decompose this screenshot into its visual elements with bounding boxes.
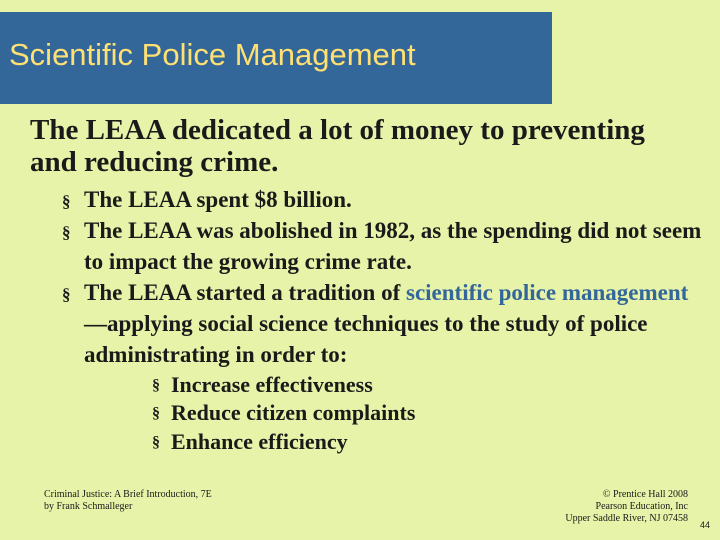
bullet-text-pre: The LEAA started a tradition of [84,280,406,305]
bullet-text: The LEAA spent $8 billion. [84,187,352,212]
square-bullet-icon: § [152,377,160,394]
footer-copyright: © Prentice Hall 2008 [602,489,688,500]
sub-bullet-item [152,371,671,399]
square-bullet-icon: § [62,285,71,304]
lead-statement: The LEAA dedicated a lot of money to preventing and reducing crime. [30,114,645,178]
bullet-item [60,215,710,277]
bullet-item [60,277,710,370]
square-bullet-icon: § [62,223,71,242]
footer-publisher: Pearson Education, Inc [595,501,688,512]
footer-left [44,489,212,513]
slide-title: Scientific Police Management [9,37,416,72]
page-number: 44 [699,520,710,530]
bullet-text: The LEAA was abolished in 1982, as the spending did not seem to impact the growing crime rate. [84,218,702,274]
sub-bullet-item [152,428,671,456]
footer-address: Upper Saddle River, NJ 07458 [565,513,688,524]
footer-author: by Frank Schmalleger [44,501,133,512]
bullet-item [60,184,710,215]
sub-bullet-text: Reduce citizen complaints [171,400,416,425]
square-bullet-icon: § [152,405,160,422]
bullet-list [60,184,710,370]
highlighted-term: scientific police management [406,280,689,305]
bullet-text-post: —applying social science techniques to the study of police administrating in order to: [84,311,648,367]
footer-book-title: Criminal Justice: A Brief Introduction, 7E [44,489,212,500]
sub-bullet-item [152,399,671,427]
square-bullet-icon: § [62,192,71,211]
sub-bullet-text: Enhance efficiency [171,429,348,454]
sub-bullet-text: Increase effectiveness [171,372,373,397]
square-bullet-icon: § [152,434,160,451]
footer-right [565,489,688,525]
